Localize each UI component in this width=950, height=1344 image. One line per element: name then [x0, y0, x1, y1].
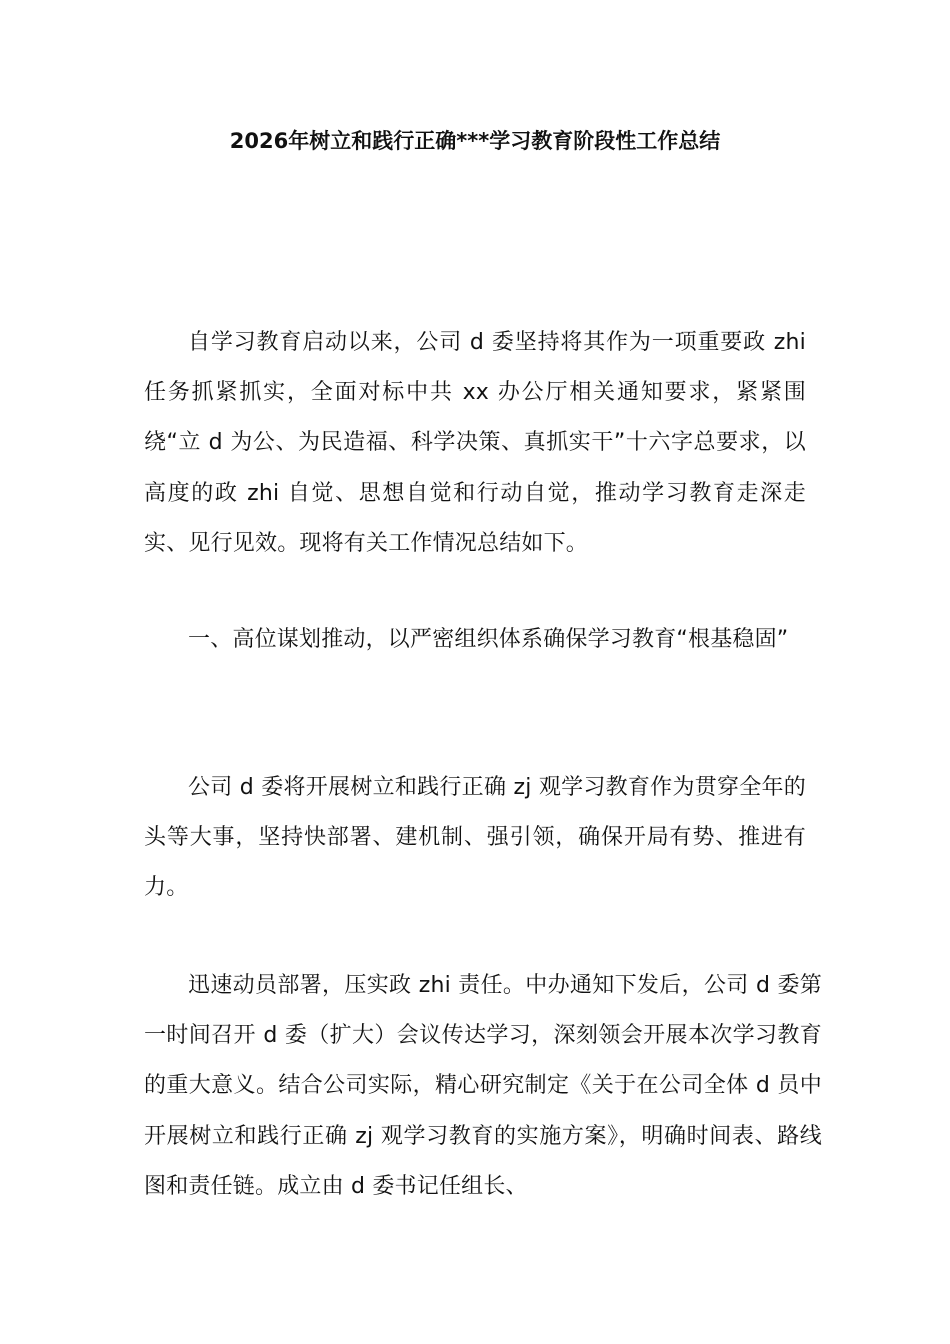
paragraph-intro: 自学习教育启动以来，公司 d 委坚持将其作为一项重要政 zhi 任务抓紧抓实，全面对标中共 xx 办公厅相关通知要求，紧紧围绕“立 d 为公、为民造福、科学决策、真抓实干”十六字总要求，以高度的政 zhi 自觉、思想自觉和行动自觉，推动学习教育走深走实、见行见效。现将有关工作情况总结如下。: [144, 330, 806, 556]
section-heading-1: 一、高位谋划推动，以严密组织体系确保学习教育“根基稳固”: [188, 627, 789, 652]
document-title: 2026年树立和践行正确***学习教育阶段性工作总结: [229, 129, 721, 153]
paragraph-mobilization: 迅速动员部署，压实政 zhi 责任。中办通知下发后，公司 d 委第一时间召开 d 委（扩大）会议传达学习，深刻领会开展本次学习教育的重大意义。结合公司实际，精心研究制定《关于在公司全体 d 员中开展树立和践行正确 zj 观学习教育的实施方案》，明确时间表、路线图和责任链。成立由 d 委书记任组长、: [144, 973, 822, 1199]
paragraph-section-1-summary: 公司 d 委将开展树立和践行正确 zj 观学习教育作为贯穿全年的头等大事，坚持快部署、建机制、强引领，确保开局有势、推进有力。: [144, 775, 806, 901]
